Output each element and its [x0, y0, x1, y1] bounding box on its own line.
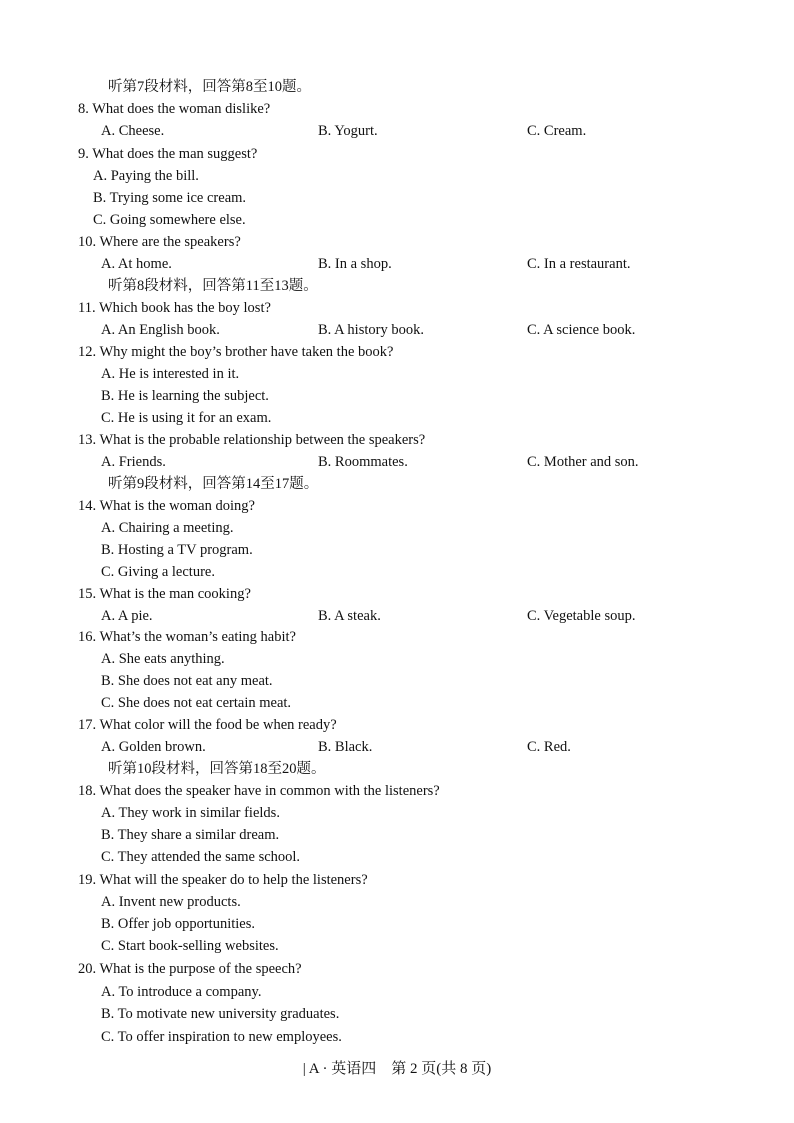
question-stem: 16. What’s the woman’s eating habit? [78, 629, 296, 645]
option-b: B. Trying some ice cream. [93, 190, 247, 206]
question-stem: 17. What color will the food be when ready? [78, 717, 337, 733]
option-c: C. Start book-selling websites. [101, 938, 279, 954]
option-a: A. Cheese. [101, 123, 165, 139]
option-b: B. Hosting a TV program. [101, 542, 253, 558]
question-stem: 18. What does the speaker have in common with the listeners? [78, 783, 440, 799]
option-a: A. He is interested in it. [101, 366, 240, 382]
section-header: 听第9段材料，回答第14至17题。 [108, 476, 319, 492]
question-stem: 14. What is the woman doing? [78, 498, 255, 514]
option-c: C. Vegetable soup. [527, 608, 636, 624]
option-b: B. To motivate new university graduates. [101, 1006, 340, 1022]
option-c: C. They attended the same school. [101, 849, 301, 865]
option-c: C. Mother and son. [527, 454, 639, 470]
option-b: B. She does not eat any meat. [101, 673, 273, 689]
option-a: A. Friends. [101, 454, 166, 470]
question-stem: 8. What does the woman dislike? [78, 101, 271, 117]
option-b: B. Roommates. [318, 454, 408, 470]
question-stem: 15. What is the man cooking? [78, 586, 251, 602]
option-b: B. A history book. [318, 322, 424, 338]
option-b: B. A steak. [318, 608, 381, 624]
section-header: 听第10段材料，回答第18至20题。 [108, 761, 326, 777]
question-stem: 12. Why might the boy’s brother have taken the book? [78, 344, 394, 360]
option-a: A. Invent new products. [101, 894, 241, 910]
option-c: C. She does not eat certain meat. [101, 695, 292, 711]
option-b: B. He is learning the subject. [101, 388, 269, 404]
question-stem: 10. Where are the speakers? [78, 234, 241, 250]
option-a: A. She eats anything. [101, 651, 225, 667]
option-b: B. In a shop. [318, 256, 392, 272]
option-c: C. To offer inspiration to new employees. [101, 1029, 342, 1045]
question-stem: 20. What is the purpose of the speech? [78, 961, 302, 977]
option-c: C. Cream. [527, 123, 587, 139]
option-a: A. They work in similar fields. [101, 805, 280, 821]
option-c: C. Red. [527, 739, 571, 755]
option-a: A. To introduce a company. [101, 984, 262, 1000]
question-stem: 13. What is the probable relationship between the speakers? [78, 432, 426, 448]
section-header: 听第7段材料，回答第8至10题。 [108, 79, 311, 95]
option-c: C. A science book. [527, 322, 636, 338]
option-c: C. Giving a lecture. [101, 564, 215, 580]
question-stem: 11. Which book has the boy lost? [78, 300, 271, 316]
option-b: B. Yogurt. [318, 123, 378, 139]
section-header: 听第8段材料，回答第11至13题。 [108, 278, 318, 294]
option-c: C. In a restaurant. [527, 256, 631, 272]
option-a: A. Golden brown. [101, 739, 206, 755]
page-footer: | A · 英语四 第 2 页(共 8 页) [302, 1061, 492, 1077]
option-b: B. They share a similar dream. [101, 827, 280, 843]
option-c: C. He is using it for an exam. [101, 410, 272, 426]
option-a: A. A pie. [101, 608, 153, 624]
option-a: A. At home. [101, 256, 172, 272]
question-stem: 9. What does the man suggest? [78, 146, 258, 162]
option-a: A. An English book. [101, 322, 220, 338]
option-a: A. Chairing a meeting. [101, 520, 234, 536]
option-b: B. Offer job opportunities. [101, 916, 255, 932]
option-c: C. Going somewhere else. [93, 212, 246, 228]
option-a: A. Paying the bill. [93, 168, 199, 184]
question-stem: 19. What will the speaker do to help the listeners? [78, 872, 368, 888]
option-b: B. Black. [318, 739, 373, 755]
